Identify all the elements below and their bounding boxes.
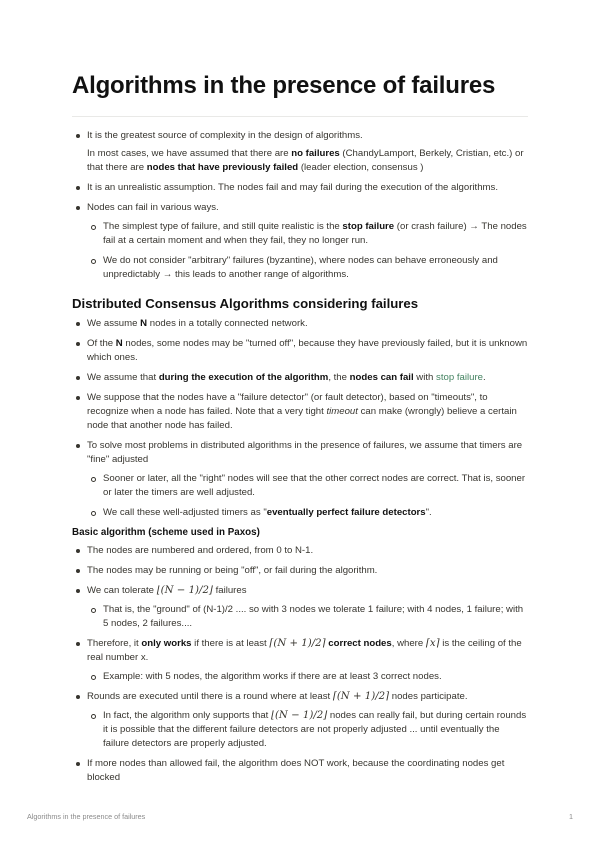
list-item: The nodes are numbered and ordered, from 0 to N-1. [72, 544, 528, 558]
list-item: It is the greatest source of complexity in the design of algorithms. In most cases, we have assumed that there are no failures (ChandyLamport, Berkely, Cristian, etc.) or that there are nodes that have previously failed (leader election, consensus ) [72, 129, 528, 175]
list-item: The nodes may be running or being "off", or fail during the algorithm. [72, 564, 528, 578]
list-item: Therefore, it only works if there is at least ⌈(N + 1)/2⌉ correct nodes, where ⌈x⌉ is the ceiling of the real number x. Example: with 5 nodes, the algorithm works if there are at least 3 correct nodes. [72, 637, 528, 684]
math-formula: ⌊(N − 1)/2⌋ [156, 585, 213, 596]
list-item: We assume N nodes in a totally connected network. [72, 317, 528, 331]
math-formula: ⌈x⌉ [425, 638, 440, 649]
list-item-continuation: In most cases, we have assumed that there are no failures (ChandyLamport, Berkely, Cristian, etc.) or that there are nodes that have previously failed (leader election, consensus ) [87, 148, 524, 173]
footer-title: Algorithms in the presence of failures [27, 812, 146, 821]
sub-list [87, 709, 528, 751]
list-item: Rounds are executed until there is a round where at least ⌈(N + 1)/2⌉ nodes participate. In fact, the algorithm only supports that ⌊(N − 1)/2⌋ nodes can really fail, but during certain rounds it is possible that the different failure detectors are not properly adjusted ... until eventually the failure detectors are properly adjusted. [72, 690, 528, 751]
sub-list-item: That is, the "ground" of (N-1)/2 .... so with 3 nodes we tolerate 1 failure; with 4 nodes, 1 failure; with 5 nodes, 2 failures.... [87, 603, 528, 631]
sub-list-item: We do not consider "arbitrary" failures (byzantine), where nodes can behave erroneously and unpredictably → this leads to another range of algorithms. [87, 254, 528, 282]
list-item: It is an unrealistic assumption. The nodes fail and may fail during the execution of the algorithms. [72, 181, 528, 195]
list-item: To solve most problems in distributed algorithms in the presence of failures, we assume that timers are "fine" adjusted Sooner or later, all the "right" nodes will see that the other correct nodes are correct. That is, sooner or later the timers are well adjusted. We call these well-adjusted timers as "eventually perfect failure detectors". [72, 439, 528, 520]
sub-list [87, 220, 528, 282]
list-item: We can tolerate ⌊(N − 1)/2⌋ failures That is, the "ground" of (N-1)/2 .... so with 3 nodes we tolerate 1 failure; with 4 nodes, 1 failure; with 5 nodes, 2 failures.... [72, 584, 528, 631]
page-title: Algorithms in the presence of failures [72, 66, 528, 117]
sub-list [87, 670, 528, 684]
list-item: We suppose that the nodes have a "failure detector" (or fault detector), based on "timeouts", to recognize when a node has failed. Note that a very tight timeout can make (wrongly) believe a certain node that another node has failed. [72, 391, 528, 433]
math-formula: ⌊(N − 1)/2⌋ [270, 710, 328, 721]
list-item: Nodes can fail in various ways. The simplest type of failure, and still quite realistic is the stop failure (or crash failure) → The nodes fail at a certain moment and when they fail, they no longer run. We do not consider "arbitrary" failures (byzantine), where nodes can behave erroneously and unpredictably → this leads to another range of algorithms. [72, 201, 528, 282]
subsection-heading: Basic algorithm (scheme used in Paxos) [72, 527, 260, 538]
sub-list-item: The simplest type of failure, and still quite realistic is the stop failure (or crash failure) → The nodes fail at a certain moment and when they fail, they no longer run. [87, 220, 528, 248]
consensus-list [72, 317, 528, 520]
basic-algorithm-list [72, 544, 528, 785]
highlight-text: stop failure [436, 372, 483, 383]
list-item: If more nodes than allowed fail, the algorithm does NOT work, because the coordinating nodes get blocked [72, 757, 528, 785]
sub-list [87, 472, 528, 520]
section-heading: Distributed Consensus Algorithms considering failures [72, 296, 419, 311]
math-formula: ⌈(N + 1)/2⌉ [332, 691, 390, 702]
page-number: 1 [569, 812, 573, 821]
sub-list [87, 603, 528, 631]
sub-list-item: In fact, the algorithm only supports that ⌊(N − 1)/2⌋ nodes can really fail, but during certain rounds it is possible that the different failure detectors are not properly adjusted ... until eventually the failure detectors are properly adjusted. [87, 709, 528, 751]
sub-list-item: We call these well-adjusted timers as "eventually perfect failure detectors". [87, 506, 528, 520]
page-footer [27, 812, 573, 822]
document-page [72, 66, 528, 791]
sub-list-item: Sooner or later, all the "right" nodes will see that the other correct nodes are correct. That is, sooner or later the timers are well adjusted. [87, 472, 528, 500]
list-item: Of the N nodes, some nodes may be "turned off", because they have previously failed, but it is unknown which ones. [72, 337, 528, 365]
math-formula: ⌈(N + 1)/2⌉ [269, 638, 326, 649]
intro-list [72, 129, 528, 282]
sub-list-item: Example: with 5 nodes, the algorithm works if there are at least 3 correct nodes. [87, 670, 528, 684]
list-item: We assume that during the execution of the algorithm, the nodes can fail with stop failure. [72, 371, 528, 385]
